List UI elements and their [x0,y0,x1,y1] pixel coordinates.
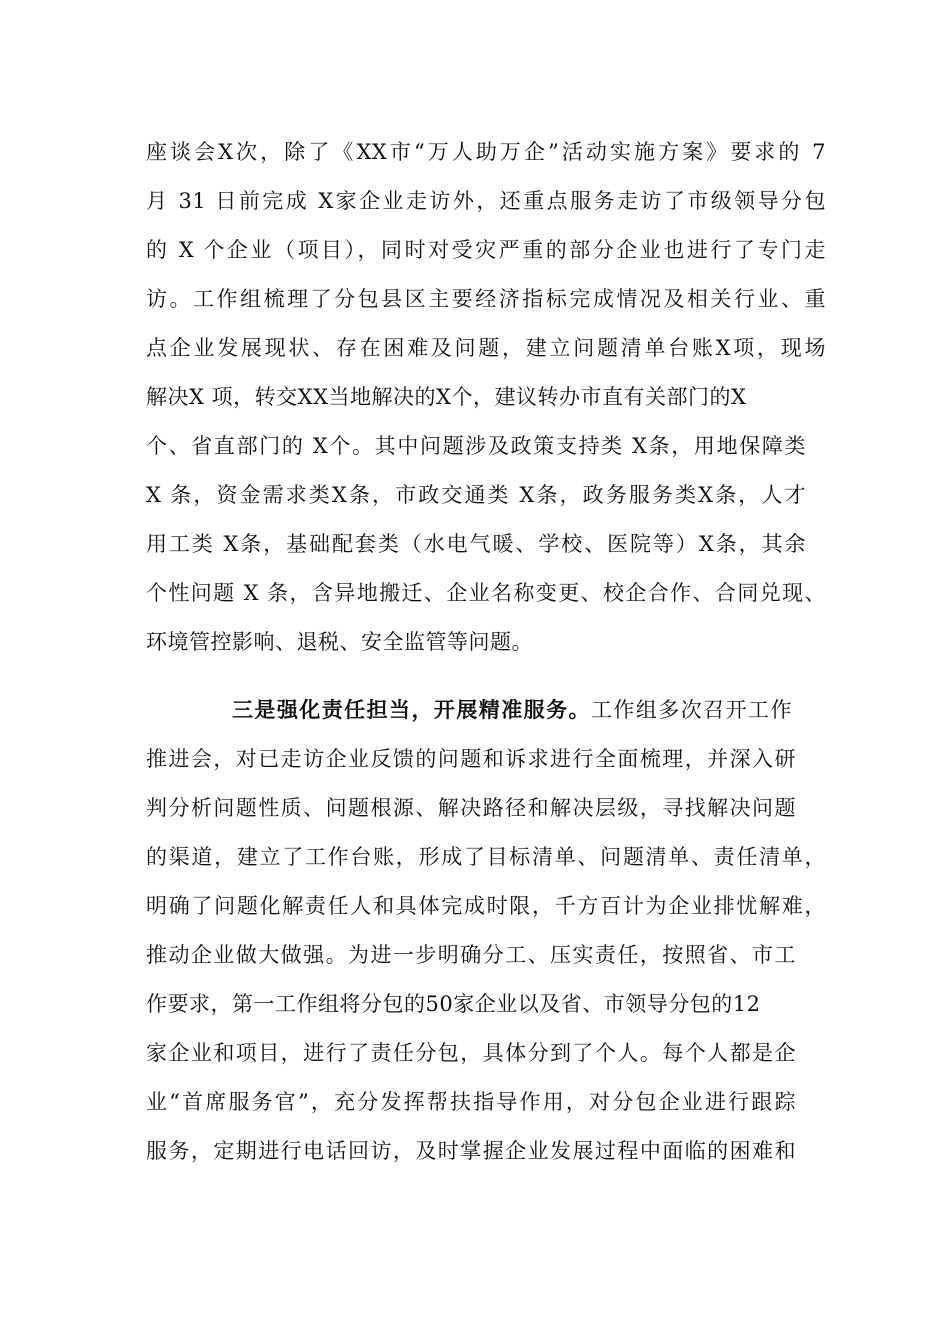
text-line: 服务，定期进行电话回访，及时掌握企业发展过程中面临的困难和 [146,1139,796,1163]
text-line: 作要求，第一工作组将分包的50家企业以及省、市领导分包的12 [146,992,761,1016]
text-line: 解决X 项，转交XX当地解决的X个，建议转办市直有关部门的X [146,385,747,409]
text-line: 家企业和项目，进行了责任分包，具体分到了个人。每个人都是企 [146,1041,796,1065]
text-line: 的渠道，建立了工作台账，形成了目标清单、问题清单、责任清单， [146,845,826,869]
text-line: 个、省直部门的 X个。其中问题涉及政策支持类 X条，用地保障类 [146,434,806,458]
text-line: 月 31 日前完成 X家企业走访外，还重点服务走访了市级领导分包 [146,189,826,213]
text-line: 推进会，对已走访企业反馈的问题和诉求进行全面梳理，并深入研 [146,747,796,771]
text-line: 访。工作组梳理了分包县区主要经济指标完成情况及相关行业、重 [146,287,826,311]
text-line: 用工类 X条，基础配套类（水电气暖、学校、医院等）X条，其余 [146,532,806,556]
text-segment: 工作组多次召开工作 [591,698,792,722]
text-line: X 条，资金需求类X条，市政交通类 X条，政务服务类X条，人才 [146,483,806,507]
text-line: 业“首席服务官”，充分发挥帮扶指导作用，对分包企业进行跟踪 [146,1090,796,1114]
text-line: 点企业发展现状、存在困难及问题，建立问题清单台账X项，现场 [146,336,826,360]
text-line: 环境管控影响、退税、安全监管等问题。 [146,630,533,654]
text-line: 推动企业做大做强。为进一步明确分工、压实责任，按照省、市工 [146,943,796,967]
text-line: 个性问题 X 条，含异地搬迁、企业名称变更、校企合作、合同兑现、 [146,581,826,605]
text-line: 座谈会X次，除了《XX市“万人助万企”活动实施方案》要求的 7 [146,140,826,164]
paragraph-first-line [232,695,792,725]
text-line: 的 X 个企业（项目），同时对受灾严重的部分企业也进行了专门走 [146,238,826,262]
text-line: 判分析问题性质、问题根源、解决路径和解决层级，寻找解决问题 [146,796,796,820]
text-line: 明确了问题化解责任人和具体完成时限，千方百计为企业排忧解难， [146,894,826,918]
paragraph-heading: 三是强化责任担当，开展精准服务。 [232,697,591,722]
